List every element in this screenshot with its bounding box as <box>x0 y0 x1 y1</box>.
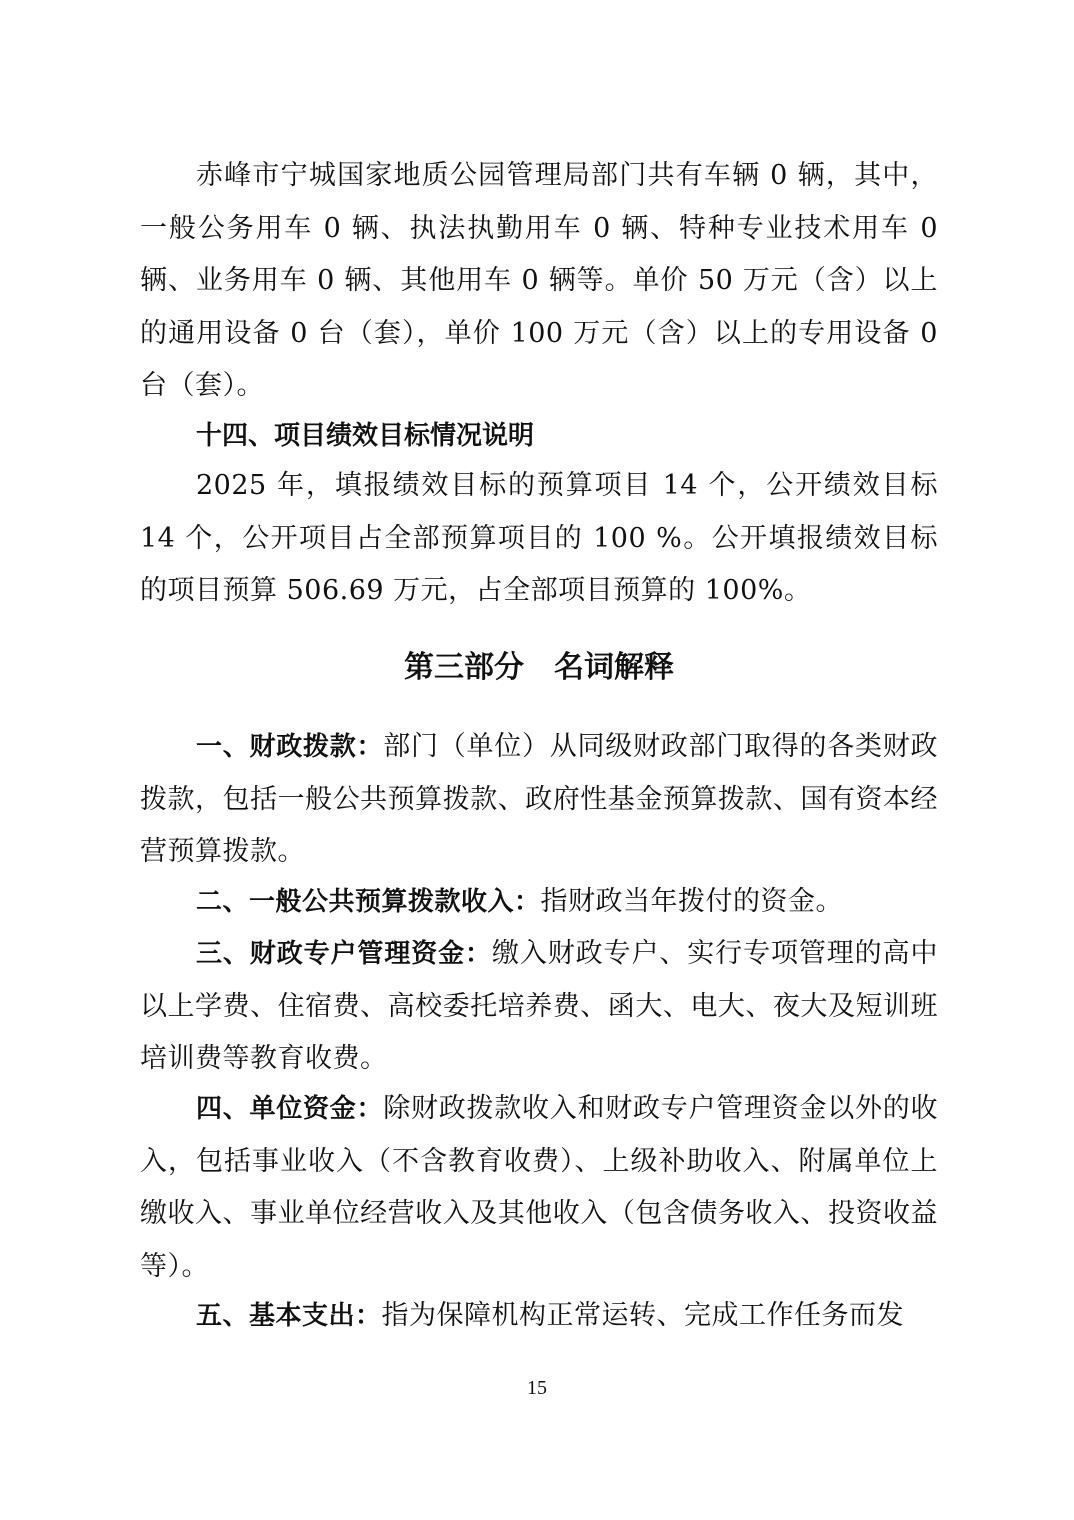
term-definition: 除财政拨款收入和财政专户管理资金以外的收入，包括事业收入（不含教育收费）、上级补助收入、附属单位上缴收入、事业单位经营收入及其他收入（包含债务收入、投资收益等）。 <box>140 1093 938 1282</box>
performance-paragraph: 2025 年，填报绩效目标的预算项目 14 个，公开绩效目标 14 个，公开项目占全部预算项目的 100 %。公开填报绩效目标的项目预算 506.69 万元，占全部项目预算的 100%。 <box>140 470 938 606</box>
term-label: 四、单位资金： <box>196 1094 384 1124</box>
term-definition: 指财政当年拨付的资金。 <box>540 886 844 917</box>
page-number: 15 <box>527 1377 547 1399</box>
term-definition: 部门（单位）从同级财政部门取得的各类财政拨款，包括一般公共预算拨款、政府性基金预算拨款、国有资本经营预算拨款。 <box>140 731 938 867</box>
vehicles-paragraph: 赤峰市宁城国家地质公园管理局部门共有车辆 0 辆，其中，一般公务用车 0 辆、执法执勤用车 0 辆、特种专业技术用车 0 辆、业务用车 0 辆、其他用车 0 辆等。单价 50 万元（含）以上的通用设备 0 台（套），单价 100 万元（含）以上的专用设备 0 台（套）。 <box>140 160 938 401</box>
term-definition: 指为保障机构正常运转、完成工作任务而发 <box>381 1300 905 1331</box>
term-paragraph-3 <box>140 928 938 1086</box>
term-label: 二、一般公共预算拨款收入： <box>196 887 541 917</box>
term-label: 五、基本支出： <box>196 1301 382 1331</box>
term-paragraph-2 <box>140 876 938 930</box>
term-label: 一、财政拨款： <box>196 732 384 762</box>
term-paragraph-4 <box>140 1083 938 1293</box>
performance-heading: 十四、项目绩效目标情况说明 <box>196 421 535 451</box>
part-title: 第三部分 名词解释 <box>404 650 674 685</box>
term-label: 三、财政专户管理资金： <box>196 939 492 969</box>
term-paragraph-5 <box>140 1290 938 1344</box>
term-paragraph-1 <box>140 721 938 879</box>
term-definition: 缴入财政专户、实行专项管理的高中以上学费、住宿费、高校委托培养费、函大、电大、夜大及短训班培训费等教育收费。 <box>140 938 938 1074</box>
